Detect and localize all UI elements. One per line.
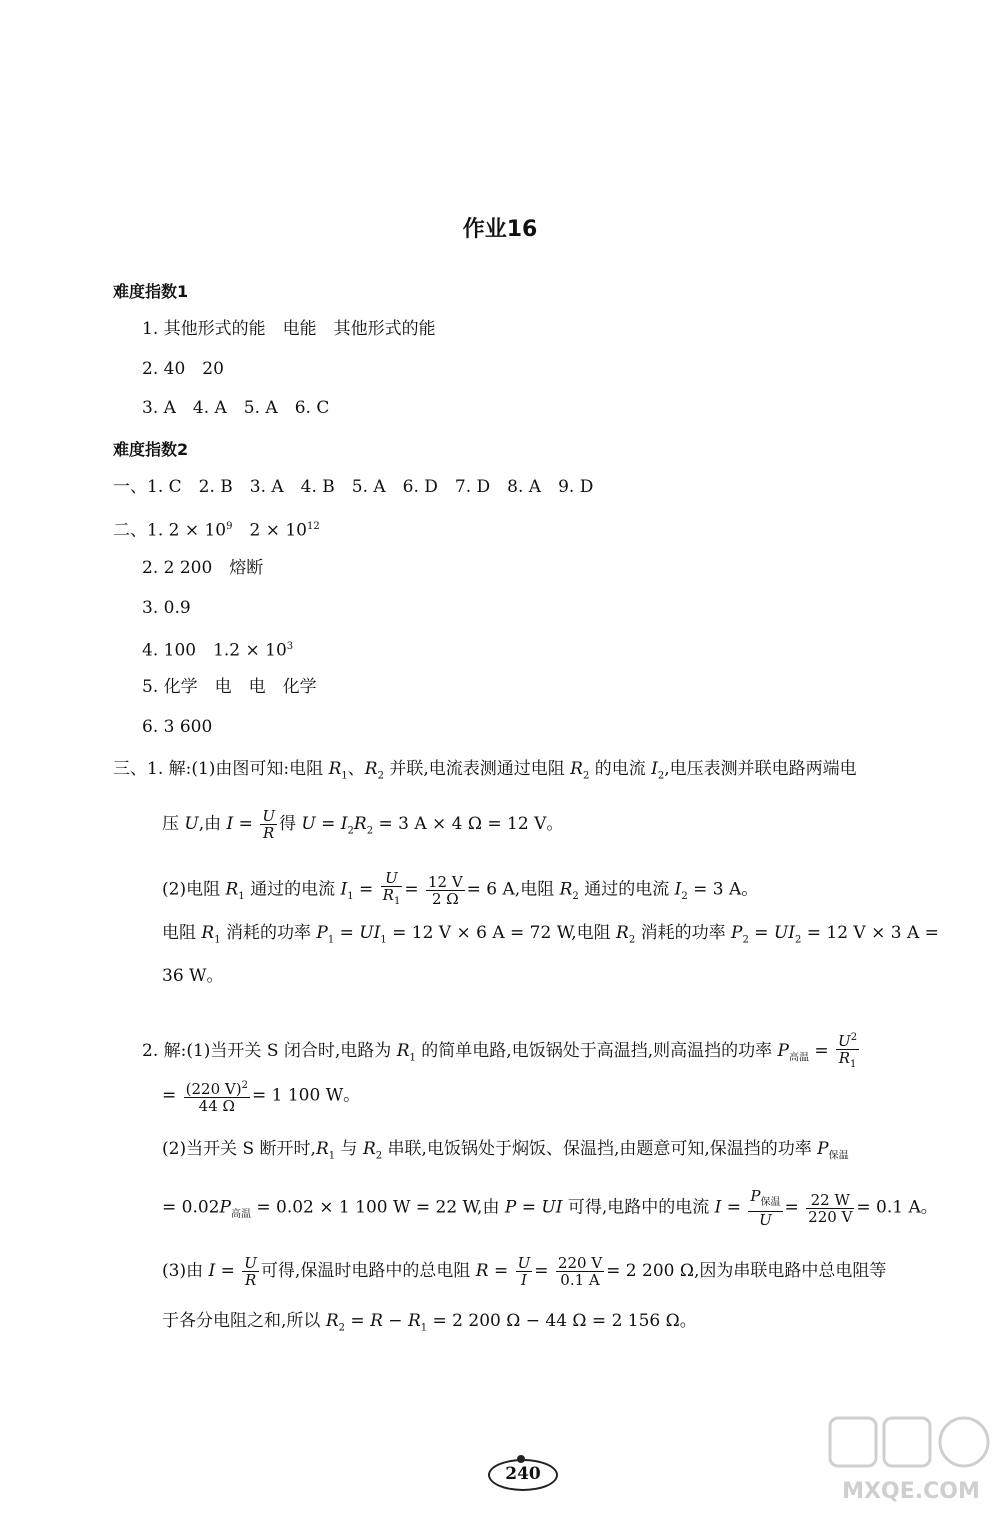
answer-line: 一、1. C 2. B 3. A 4. B 5. A 6. D 7. D 8. A 9. D [113, 477, 594, 497]
solution-line: (2)电阻 $R_1$ 通过的电流 $I_1$ = $\frac{U}{R_1}$ = $\frac{12 V}{2 \Omega}$ = 6 A,电阻 $R_2$ 通过的电流 $I_2 = 3$ A。 [162, 869, 759, 908]
page-number-badge [488, 1455, 558, 1489]
section-heading-2: 难度指数2 [113, 440, 189, 459]
answer-line: 4. 100 $1.2 \times 10^3$ [142, 640, 294, 661]
answer-line: 1. 其他形式的能 电能 其他形式的能 [142, 319, 436, 339]
solution-line: (2)当开关 S 断开时$,R_1$ 与 $R_2$ 串联,电饭锅处于焖饭、保温挡,由题意可知,保温挡的功率 $P_{保温}$ [162, 1139, 849, 1162]
answer-line: 3. A 4. A 5. A 6. C [142, 398, 330, 418]
solution-line: 压 U,由 I = $\frac{U}{R}$ 得 $U = I_2R_2 = 3$ A × 4 Ω = 12 V。 [162, 807, 564, 842]
page-number: 240 [505, 1464, 541, 1484]
answer-line: 6. 3 600 [142, 717, 213, 737]
answer-line: 2. 40 20 [142, 359, 224, 379]
answer-line: 2. 2 200 熔断 [142, 558, 264, 578]
solution-line: 电阻 $R_1$ 消耗的功率 $P_1 = UI_1 = 12$ V × 6 A = 72 W,电阻 $R_2$ 消耗的功率 $P_2 = UI_2 = 12$ V × 3 A = [162, 923, 939, 946]
solution-line: 三、1. 解:(1)由图可知:电阻 $R_1$、$R_2$ 并联,电流表测通过电阻 $R_2$ 的电流 $I_2$,电压表测并联电路两端电 [113, 759, 857, 782]
solution-line: 于各分电阻之和,所以 $R_2 = R - R_1 = 2$ 200 Ω − 44 Ω = 2 156 Ω。 [162, 1311, 697, 1334]
solution-line: = $\frac{(220 V)^2}{44 \Omega}$ = 1 100 W。 [162, 1080, 361, 1115]
answer-line: 3. 0.9 [142, 598, 191, 618]
solution-line: (3)由 I = $\frac{U}{R}$ 可得,保温时电路中的总电阻 R = $\frac{U}{I}$ = $\frac{220 V}{0.1 A}$ = 2 200 Ω,因为串联电路中总电阻等 [162, 1254, 887, 1289]
section-heading-1: 难度指数1 [113, 282, 189, 301]
solution-line: = $0.02P_{高温} = 0.02 \times 1$ 100 W = 22 W,由 P = UI 可得,电路中的电流 I = $\frac{P_{保温}}{U}$ = $\frac{22 W}{220 V}$ = 0.1 A。 [162, 1187, 938, 1229]
page-title: 作业16 [462, 217, 538, 242]
solution-line: 2. 解:(1)当开关 S 闭合时,电路为 $R_1$ 的简单电路,电饭锅处于高温挡,则高温挡的功率 $P_{高温}$ = $\frac{U^2}{R_1}$ [142, 1032, 858, 1070]
svg-text:MXQE.COM: MXQE.COM [842, 1479, 980, 1504]
answer-line: 二、1. $2 \times 10^9$ $2 \times 10^{12}$ [113, 520, 320, 541]
page-number-dot [517, 1455, 525, 1463]
answer-line: 5. 化学 电 电 化学 [142, 677, 317, 697]
solution-line: 36 W。 [162, 966, 224, 986]
watermark-logo [826, 1412, 996, 1508]
